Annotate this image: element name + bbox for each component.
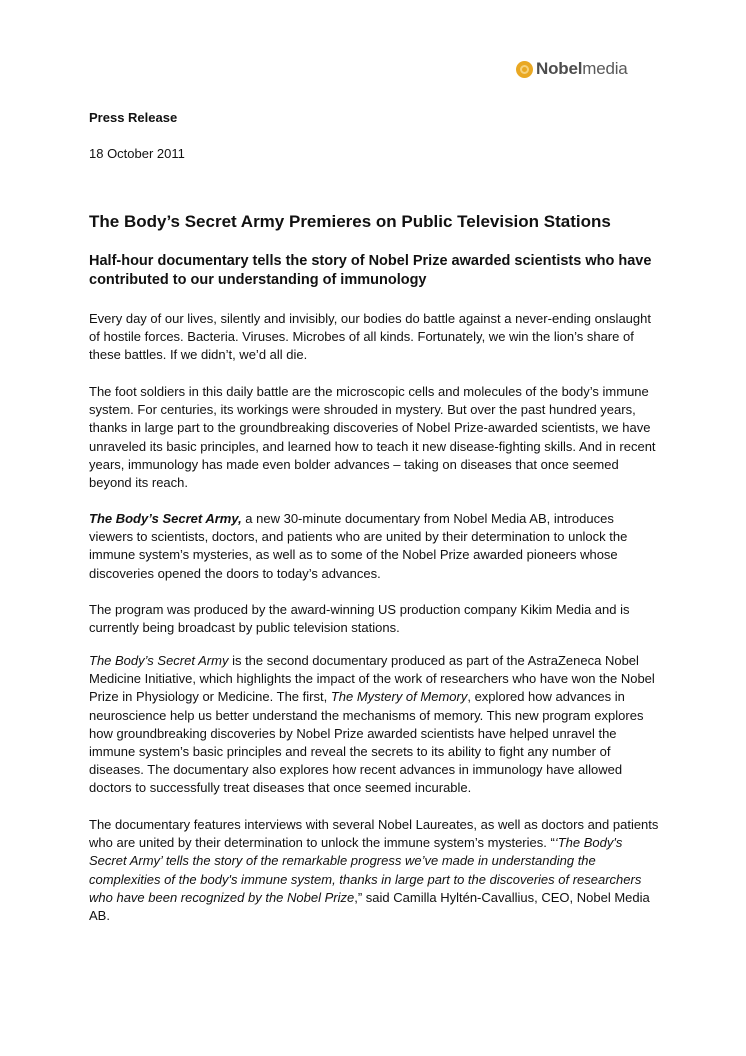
documentary-title-previous: The Mystery of Memory bbox=[330, 689, 468, 705]
paragraph-documentary bbox=[89, 510, 659, 583]
paragraph-intro: Every day of our lives, silently and invisibly, our bodies do battle against a never-ending onslaught of hostile forces. Bacteria. Viruses. Microbes of all kinds. Fortunately, we win the lion’s share of these battles. If we didn’t, we’d all die. bbox=[89, 311, 651, 363]
paragraph-text: is the second documentary produced as part of the AstraZeneca Nobel Medicine Initiative, which highlights the impact of the work of researchers who have won the Nobel Prize in Physiology or Medicine. The first, bbox=[89, 653, 655, 705]
logo-wordmark bbox=[536, 59, 628, 79]
paragraph-production: The program was produced by the award-winning US production company Kikim Media and is currently being broadcast by public television stations. bbox=[89, 602, 630, 636]
documentary-title: The Body’s Secret Army bbox=[89, 653, 229, 668]
paragraph-text: , explored how advances in neuroscience help us better understand the mechanisms of memory. This new program explores how groundbreaking discoveries by Nobel Prize awarded scientists have helped unravel the immune system’s basic principles and reveal the secrets to its ability to fight any number of diseases. The documentary also explores how recent advances in immunology have allowed doctors to successfully treat diseases that once seemed incurable. bbox=[89, 689, 644, 796]
paragraph-text: The documentary features interviews with several Nobel Laureates, as well as doctors and patients who are united by their determination to unlock the immune system’s mysteries. “ bbox=[89, 817, 659, 851]
paragraph-text: ,” said Camilla Hyltén-Cavallius, CEO, Nobel Media AB. bbox=[89, 889, 650, 924]
document-label: Press Release bbox=[89, 110, 178, 125]
nobel-media-logo bbox=[516, 59, 628, 79]
ceo-quote: ‘The Body's Secret Army’ tells the story of the remarkable progress we’ve made in understanding the complexities of the body's immune system, thanks in large part to the discoveries of researchers who have been recognized by the Nobel Prize bbox=[89, 835, 642, 905]
paragraph-text: a new 30-minute documentary from Nobel Media AB, introduces viewers to scientists, doctors, and patients who are united by their determination to unlock the immune system’s mysteries, as well as to some of the Nobel Prize awarded pioneers whose discoveries opened the doors to today’s advances. bbox=[89, 511, 628, 581]
page-title: The Body’s Secret Army Premieres on Public Television Stations bbox=[89, 212, 611, 231]
paragraph-immune-system: The foot soldiers in this daily battle are the microscopic cells and molecules of the body’s immune system. For centuries, its workings were shrouded in mystery. But over the past hundred years, thanks in large part to the groundbreaking discoveries of Nobel Prize-awarded scientists, we have unraveled its basic principles, and learned how to teach it new disease-fighting skills. And in recent years, immunology has made even bolder advances – taking on diseases that once seemed beyond its reach. bbox=[89, 384, 656, 491]
document-date: 18 October 2011 bbox=[89, 146, 185, 161]
logo-brand-light: media bbox=[582, 59, 628, 78]
paragraph-initiative bbox=[89, 652, 659, 798]
logo-brand-bold: Nobel bbox=[536, 59, 583, 78]
page-subtitle: Half-hour documentary tells the story of Nobel Prize awarded scientists who have contributed to our understanding of immunology bbox=[89, 253, 652, 288]
paragraph-quote bbox=[89, 816, 659, 925]
nobel-medal-icon bbox=[516, 61, 533, 78]
documentary-title: The Body’s Secret Army, bbox=[89, 511, 242, 526]
